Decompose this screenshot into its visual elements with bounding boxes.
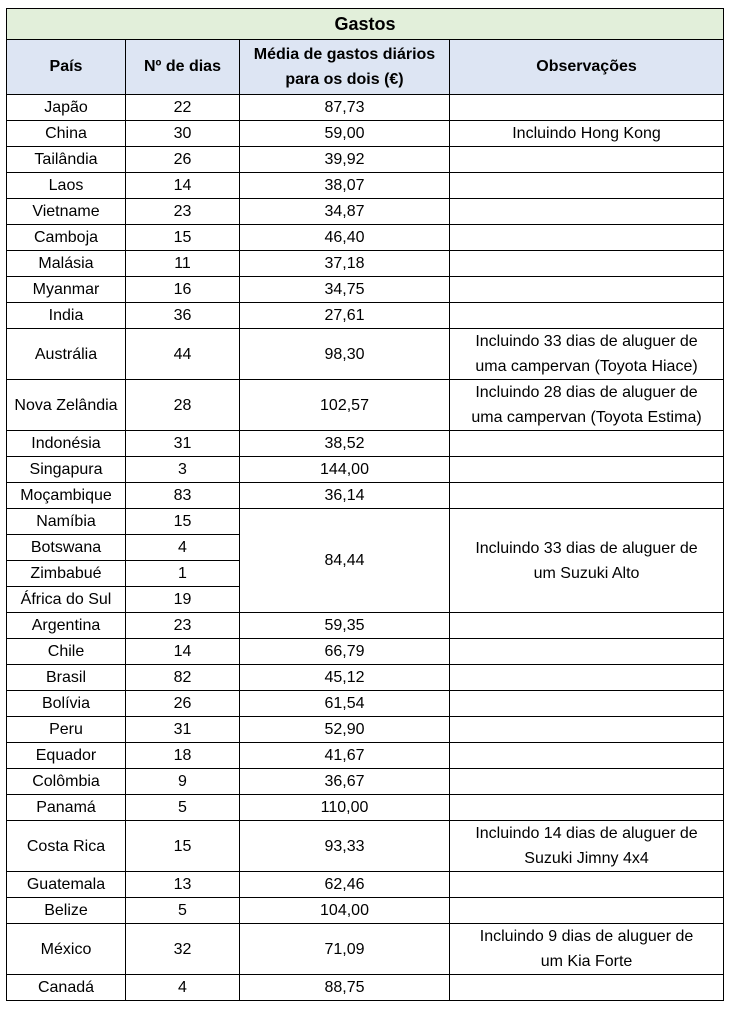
table-row: [7, 121, 724, 147]
country-cell: Singapura: [7, 457, 126, 483]
country-cell: Indonésia: [7, 431, 126, 457]
table-row: [7, 173, 724, 199]
expenses-table: [6, 8, 724, 1001]
country-cell: Botswana: [7, 535, 126, 561]
average-spend-cell: 59,35: [240, 613, 450, 639]
country-cell: Japão: [7, 95, 126, 121]
country-cell: Peru: [7, 717, 126, 743]
days-cell: 22: [126, 95, 240, 121]
average-spend-cell: 34,75: [240, 277, 450, 303]
observation-merged-cell: Incluindo 33 dias de aluguer de um Suzuki Alto: [450, 509, 724, 613]
observation-cell: [450, 173, 724, 199]
observation-cell: [450, 717, 724, 743]
days-cell: 11: [126, 251, 240, 277]
column-header-country: País: [7, 40, 126, 95]
days-cell: 23: [126, 199, 240, 225]
observation-cell: [450, 95, 724, 121]
table-row: [7, 95, 724, 121]
table-row: [7, 898, 724, 924]
observation-cell: [450, 251, 724, 277]
observation-cell: [450, 743, 724, 769]
country-cell: Zimbabué: [7, 561, 126, 587]
days-cell: 15: [126, 225, 240, 251]
table-row: [7, 691, 724, 717]
country-cell: Colômbia: [7, 769, 126, 795]
column-header-days: Nº de dias: [126, 40, 240, 95]
days-cell: 31: [126, 431, 240, 457]
days-cell: 13: [126, 872, 240, 898]
average-spend-cell: 38,52: [240, 431, 450, 457]
table-row: [7, 795, 724, 821]
table-row: [7, 483, 724, 509]
country-cell: Belize: [7, 898, 126, 924]
average-spend-cell: 102,57: [240, 380, 450, 431]
average-spend-cell: 93,33: [240, 821, 450, 872]
observation-cell: [450, 483, 724, 509]
average-spend-cell: 61,54: [240, 691, 450, 717]
table-row: [7, 225, 724, 251]
table-body: [7, 95, 724, 1001]
days-cell: 4: [126, 975, 240, 1001]
days-cell: 31: [126, 717, 240, 743]
average-spend-cell: 110,00: [240, 795, 450, 821]
days-cell: 44: [126, 329, 240, 380]
days-cell: 32: [126, 924, 240, 975]
average-spend-cell: 37,18: [240, 251, 450, 277]
days-cell: 28: [126, 380, 240, 431]
days-cell: 3: [126, 457, 240, 483]
table-row: [7, 509, 724, 535]
days-cell: 23: [126, 613, 240, 639]
column-header-average-spend: Média de gastos diários para os dois (€): [240, 40, 450, 95]
table-row: [7, 251, 724, 277]
table-row: [7, 821, 724, 872]
days-cell: 82: [126, 665, 240, 691]
country-cell: Canadá: [7, 975, 126, 1001]
country-cell: Equador: [7, 743, 126, 769]
table-row: [7, 769, 724, 795]
days-cell: 14: [126, 639, 240, 665]
table-row: [7, 975, 724, 1001]
observation-cell: [450, 457, 724, 483]
country-cell: Nova Zelândia: [7, 380, 126, 431]
table-title: Gastos: [7, 9, 724, 40]
table-row: [7, 872, 724, 898]
days-cell: 14: [126, 173, 240, 199]
days-cell: 4: [126, 535, 240, 561]
observation-cell: Incluindo 28 dias de aluguer de uma campervan (Toyota Estima): [450, 380, 724, 431]
observation-cell: [450, 147, 724, 173]
observation-cell: [450, 795, 724, 821]
country-cell: Vietname: [7, 199, 126, 225]
table-row: [7, 457, 724, 483]
observation-cell: [450, 665, 724, 691]
table-row: [7, 431, 724, 457]
days-cell: 9: [126, 769, 240, 795]
column-header-observations: Observações: [450, 40, 724, 95]
country-cell: Namíbia: [7, 509, 126, 535]
table-row: [7, 380, 724, 431]
days-cell: 36: [126, 303, 240, 329]
country-cell: África do Sul: [7, 587, 126, 613]
average-spend-cell: 46,40: [240, 225, 450, 251]
average-spend-cell: 52,90: [240, 717, 450, 743]
average-spend-cell: 36,67: [240, 769, 450, 795]
country-cell: Austrália: [7, 329, 126, 380]
country-cell: Myanmar: [7, 277, 126, 303]
table-row: [7, 717, 724, 743]
average-spend-cell: 45,12: [240, 665, 450, 691]
days-cell: 5: [126, 898, 240, 924]
days-cell: 83: [126, 483, 240, 509]
average-spend-cell: 39,92: [240, 147, 450, 173]
average-spend-cell: 88,75: [240, 975, 450, 1001]
table-row: [7, 665, 724, 691]
table-row: [7, 329, 724, 380]
country-cell: México: [7, 924, 126, 975]
country-cell: Malásia: [7, 251, 126, 277]
country-cell: Brasil: [7, 665, 126, 691]
country-cell: Chile: [7, 639, 126, 665]
days-cell: 26: [126, 691, 240, 717]
observation-cell: Incluindo Hong Kong: [450, 121, 724, 147]
observation-cell: [450, 277, 724, 303]
country-cell: Moçambique: [7, 483, 126, 509]
average-spend-cell: 36,14: [240, 483, 450, 509]
average-spend-merged-cell: 84,44: [240, 509, 450, 613]
table-row: [7, 147, 724, 173]
observation-cell: [450, 975, 724, 1001]
observation-cell: [450, 639, 724, 665]
table-row: [7, 613, 724, 639]
country-cell: Panamá: [7, 795, 126, 821]
days-cell: 15: [126, 509, 240, 535]
observation-cell: [450, 199, 724, 225]
observation-cell: [450, 613, 724, 639]
observation-cell: [450, 872, 724, 898]
average-spend-cell: 71,09: [240, 924, 450, 975]
table-row: [7, 303, 724, 329]
days-cell: 16: [126, 277, 240, 303]
country-cell: Tailândia: [7, 147, 126, 173]
observation-cell: [450, 898, 724, 924]
days-cell: 30: [126, 121, 240, 147]
days-cell: 1: [126, 561, 240, 587]
observation-cell: [450, 769, 724, 795]
average-spend-cell: 34,87: [240, 199, 450, 225]
average-spend-cell: 87,73: [240, 95, 450, 121]
country-cell: China: [7, 121, 126, 147]
average-spend-cell: 59,00: [240, 121, 450, 147]
table-row: [7, 277, 724, 303]
country-cell: Costa Rica: [7, 821, 126, 872]
country-cell: India: [7, 303, 126, 329]
average-spend-cell: 38,07: [240, 173, 450, 199]
country-cell: Camboja: [7, 225, 126, 251]
average-spend-cell: 27,61: [240, 303, 450, 329]
average-spend-cell: 62,46: [240, 872, 450, 898]
country-cell: Bolívia: [7, 691, 126, 717]
expenses-sheet: [6, 8, 724, 1001]
average-spend-cell: 104,00: [240, 898, 450, 924]
country-cell: Guatemala: [7, 872, 126, 898]
table-row: [7, 199, 724, 225]
table-row: [7, 743, 724, 769]
days-cell: 15: [126, 821, 240, 872]
table-row: [7, 639, 724, 665]
country-cell: Laos: [7, 173, 126, 199]
observation-cell: [450, 303, 724, 329]
average-spend-cell: 144,00: [240, 457, 450, 483]
days-cell: 26: [126, 147, 240, 173]
country-cell: Argentina: [7, 613, 126, 639]
observation-cell: Incluindo 14 dias de aluguer de Suzuki Jimny 4x4: [450, 821, 724, 872]
observation-cell: Incluindo 33 dias de aluguer de uma campervan (Toyota Hiace): [450, 329, 724, 380]
days-cell: 18: [126, 743, 240, 769]
average-spend-cell: 41,67: [240, 743, 450, 769]
days-cell: 19: [126, 587, 240, 613]
observation-cell: Incluindo 9 dias de aluguer de um Kia Forte: [450, 924, 724, 975]
observation-cell: [450, 225, 724, 251]
table-row: [7, 924, 724, 975]
observation-cell: [450, 691, 724, 717]
days-cell: 5: [126, 795, 240, 821]
average-spend-cell: 66,79: [240, 639, 450, 665]
average-spend-cell: 98,30: [240, 329, 450, 380]
observation-cell: [450, 431, 724, 457]
